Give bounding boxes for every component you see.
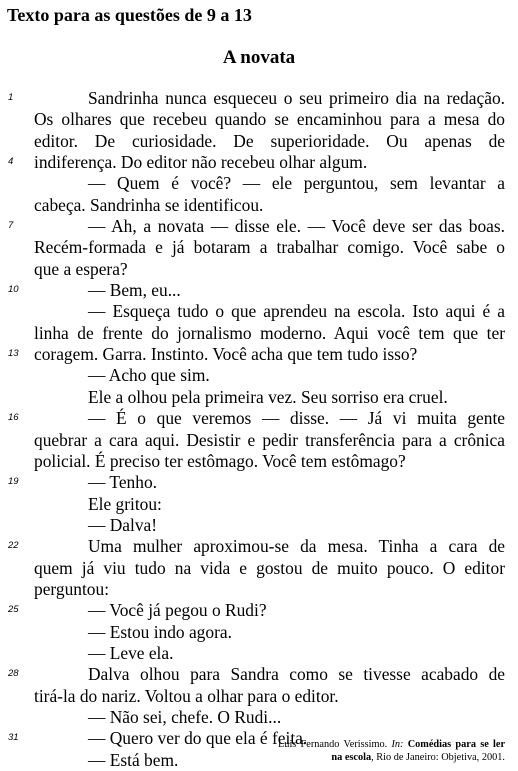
line-text: linha de frente do jornalismo moderno. Aqui você tem que ter xyxy=(34,322,505,343)
citation-in: In: xyxy=(391,739,404,750)
text-line xyxy=(0,344,518,365)
line-text: — Você já pegou o Rudi? xyxy=(88,600,267,621)
line-text: — Estou indo agora. xyxy=(88,621,232,642)
line-text: indiferença. Do editor não recebeu olhar algum. xyxy=(34,152,368,173)
line-text: Os olhares que recebeu quando se encaminhou para a mesa do xyxy=(34,109,505,130)
text-line xyxy=(0,365,518,386)
line-number: 31 xyxy=(8,732,19,744)
text-line xyxy=(0,472,518,493)
line-text: — Tenho. xyxy=(88,472,157,493)
text-line xyxy=(0,237,518,258)
line-text: Sandrinha nunca esqueceu o seu primeiro dia na redação. xyxy=(88,88,505,108)
line-text: que a espera? xyxy=(34,258,128,279)
citation-author: Luis Fernando Verissimo. xyxy=(278,739,388,750)
line-text: — Leve ela. xyxy=(88,642,174,663)
text-line xyxy=(0,686,518,707)
line-text: — Esqueça tudo o que aprendeu na escola. Isto aqui é a xyxy=(88,301,505,322)
line-number: 16 xyxy=(8,412,19,424)
line-text: Recém-formada e já botaram a trabalhar comigo. Você sabe o xyxy=(34,237,505,258)
line-text: Dalva olhou para Sandra como se tivesse acabado de xyxy=(88,664,505,685)
text-line xyxy=(0,109,518,130)
text-line xyxy=(0,643,518,664)
line-text: policial. É preciso ter estômago. Você tem estômago? xyxy=(34,450,406,471)
line-text: Ele gritou: xyxy=(88,493,162,514)
text-line xyxy=(0,301,518,322)
line-text: — Quem é você? — ele perguntou, sem levantar a xyxy=(88,173,505,194)
text-line xyxy=(0,515,518,536)
line-number: 28 xyxy=(8,668,19,680)
line-number: 25 xyxy=(8,604,19,616)
text-line xyxy=(0,622,518,643)
text-title: A novata xyxy=(222,47,296,68)
line-text: Ele a olhou pela primeira vez. Seu sorriso era cruel. xyxy=(88,386,448,407)
line-text: perguntou: xyxy=(34,578,110,599)
text-line xyxy=(0,216,518,237)
text-line xyxy=(0,664,518,685)
line-text: — Ah, a novata — disse ele. — Você deve ser das boas. xyxy=(88,216,505,237)
text-line xyxy=(0,387,518,408)
text-line xyxy=(0,259,518,280)
line-number: 13 xyxy=(8,348,19,360)
line-text: — Dalva! xyxy=(88,514,158,535)
text-line xyxy=(0,494,518,515)
line-text: — Quero ver do que ela é feita. xyxy=(88,728,308,749)
line-number: 4 xyxy=(8,156,14,168)
line-number: 19 xyxy=(8,476,19,488)
text-line xyxy=(0,152,518,173)
text-line xyxy=(0,323,518,344)
text-line xyxy=(0,430,518,451)
line-text: tirá-la do nariz. Voltou a olhar para o editor. xyxy=(34,685,339,706)
line-text: coragem. Garra. Instinto. Você acha que tem tudo isso? xyxy=(34,344,418,365)
source-citation xyxy=(278,739,505,764)
line-number: 1 xyxy=(8,92,14,103)
line-text: — Está bem. xyxy=(88,749,179,770)
text-body xyxy=(0,88,518,771)
line-text: — Bem, eu... xyxy=(88,280,181,301)
line-text: Uma mulher aproximou-se da mesa. Tinha a cara de xyxy=(88,536,505,557)
line-text: quem já viu tudo na vida e gostou de muito pouco. O editor xyxy=(34,557,505,578)
line-number: 22 xyxy=(8,540,19,552)
line-text: — É o que veremos — disse. — Já vi muita gente xyxy=(88,408,505,429)
text-line xyxy=(0,451,518,472)
text-line xyxy=(0,280,518,301)
text-line xyxy=(0,600,518,621)
line-text: — Não sei, chefe. O Rudi... xyxy=(88,706,282,727)
line-text: editor. De curiosidade. De superioridade. Ou apenas de xyxy=(34,130,505,151)
line-text: cabeça. Sandrinha se identificou. xyxy=(34,194,264,215)
line-number: 10 xyxy=(8,284,19,296)
citation-book-part1: Comédias para se ler xyxy=(407,739,506,750)
text-line xyxy=(0,536,518,557)
citation-book-part2: na escola xyxy=(331,751,372,763)
text-line xyxy=(0,707,518,728)
text-line xyxy=(0,579,518,600)
text-line xyxy=(0,408,518,429)
citation-publisher: , Rio de Janeiro: Objetiva, 2001. xyxy=(371,751,505,763)
text-line xyxy=(0,558,518,579)
text-line xyxy=(0,88,518,109)
text-line xyxy=(0,131,518,152)
section-header: Texto para as questões de 9 a 13 xyxy=(7,5,252,25)
line-number: 7 xyxy=(8,220,14,232)
text-line xyxy=(0,173,518,194)
line-text: — Acho que sim. xyxy=(88,365,210,386)
text-line xyxy=(0,195,518,216)
line-text: quebrar a cara aqui. Desistir e pedir transferência para a crônica xyxy=(34,429,505,450)
